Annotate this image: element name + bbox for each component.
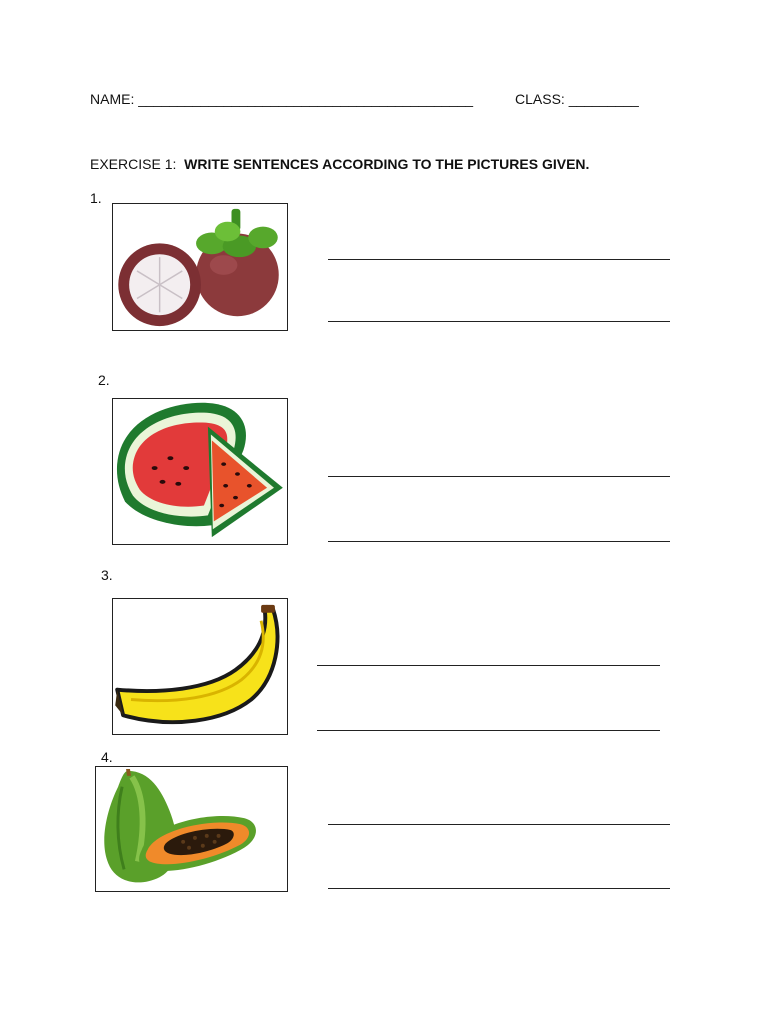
item-number: 1. <box>90 190 102 206</box>
answer-line[interactable] <box>328 824 670 825</box>
item-number: 3. <box>101 567 113 583</box>
papaya-icon <box>96 767 287 891</box>
banana-icon <box>113 599 287 734</box>
papaya-picture <box>95 766 288 892</box>
mangosteen-picture <box>112 203 288 331</box>
watermelon-picture <box>112 398 288 545</box>
class-field-label[interactable]: CLASS: _________ <box>515 91 639 107</box>
watermelon-icon <box>113 399 287 544</box>
answer-line[interactable] <box>328 476 670 477</box>
answer-line[interactable] <box>317 665 660 666</box>
answer-line[interactable] <box>328 321 670 322</box>
exercise-heading <box>90 156 589 172</box>
exercise-instruction: WRITE SENTENCES ACCORDING TO THE PICTURES GIVEN. <box>184 156 590 172</box>
name-field-label[interactable]: NAME: ___________________________________________ <box>90 91 474 107</box>
answer-line[interactable] <box>328 541 670 542</box>
answer-line[interactable] <box>317 730 660 731</box>
exercise-prefix: EXERCISE 1: <box>90 156 177 172</box>
answer-line[interactable] <box>328 259 670 260</box>
answer-line[interactable] <box>328 888 670 889</box>
item-number: 2. <box>98 372 110 388</box>
banana-picture <box>112 598 288 735</box>
mangosteen-icon <box>113 204 287 330</box>
item-number: 4. <box>101 749 113 765</box>
